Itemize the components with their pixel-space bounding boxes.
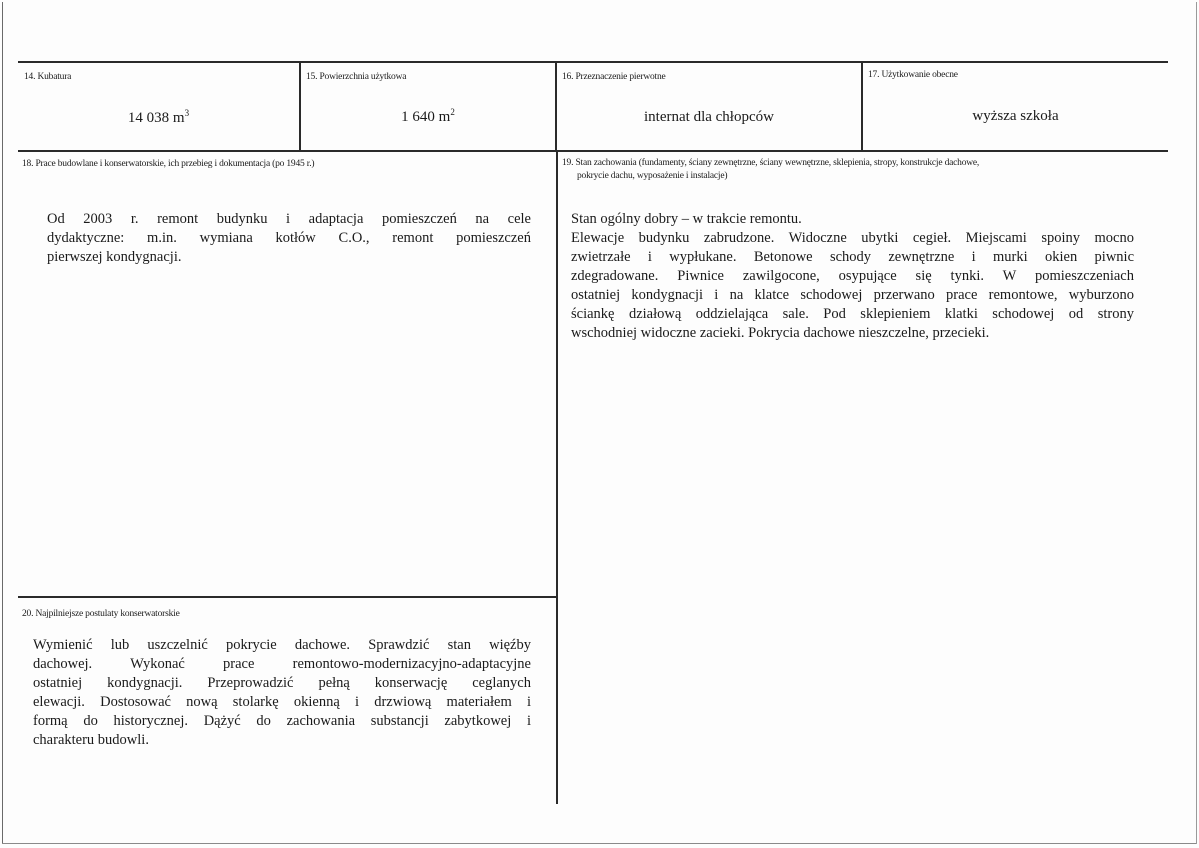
powierzchnia-unit-sup: 2 bbox=[450, 107, 455, 117]
section18-line: pierwszej kondygnacji. bbox=[47, 249, 182, 265]
section20-line: charakteru budowli. bbox=[33, 732, 149, 748]
section19-label-line1: 19. Stan zachowania (fundamenty, ściany zewnętrzne, ściany wewnętrzne, sklepienia, stropy, konstrukcje dachowe, bbox=[562, 158, 980, 168]
field-value-powierzchnia bbox=[301, 108, 555, 126]
section19-line: wschodniej widoczne zacieki. Pokrycia dachowe nieszczelne, przecieki. bbox=[571, 325, 990, 341]
page-edge-left bbox=[2, 2, 3, 844]
section20-line: elewacji. Dostosować nową stolarkę okienną i drzwiową materiałem i bbox=[33, 694, 531, 710]
field-label-powierzchnia: 15. Powierzchnia użytkowa bbox=[306, 72, 407, 82]
section19-label-line2: pokrycie dachu, wyposażenie i instalacje) bbox=[577, 171, 728, 181]
field-label-przeznaczenie: 16. Przeznaczenie pierwotne bbox=[562, 72, 666, 82]
section19-line: ściankę działową oddzielająca sale. Pod sklepieniem klatki schodowej od strony bbox=[571, 306, 1134, 322]
field-label-uzytkowanie: 17. Użytkowanie obecne bbox=[868, 70, 958, 80]
field-value-kubatura bbox=[18, 109, 299, 127]
section19-line: zdegradowane. Piwnice zawilgocone, osypujące się tynki. W pomieszczeniach bbox=[571, 268, 1134, 284]
kubatura-value: 14 038 m bbox=[127, 110, 185, 126]
field-label-kubatura: 14. Kubatura bbox=[24, 72, 72, 82]
rule-section20-top bbox=[18, 596, 558, 598]
section20-line: formą do historycznej. Dążyć do zachowania substancji zabytkowej i bbox=[33, 713, 531, 729]
section18-label: 18. Prace budowlane i konserwatorskie, ich przebieg i dokumentacja (po 1945 r.) bbox=[22, 159, 315, 169]
section19-line: ostatniej kondygnacji i na klatce schodowej przerwano prace remontowe, wyburzono bbox=[571, 287, 1134, 303]
field-value-przeznaczenie: internat dla chłopców bbox=[644, 109, 774, 125]
section20-line: Wymienić lub uszczelnić pokrycie dachowe. Sprawdzić stan więźby bbox=[33, 637, 531, 653]
section19-line: Elewacje budynku zabrudzone. Widoczne ubytki cegieł. Miejscami spoiny mocno bbox=[571, 230, 1134, 246]
section19-line: zwietrzałe i wypłukane. Betonowe schody zewnętrzne i murki okien piwnic bbox=[571, 249, 1134, 265]
section20-label: 20. Najpilniejsze postulaty konserwatorskie bbox=[22, 609, 180, 619]
divider-col-1 bbox=[299, 61, 301, 152]
field-value-uzytkowanie: wyższa szkoła bbox=[972, 108, 1059, 124]
page-edge-right bbox=[1196, 2, 1197, 844]
section18-text bbox=[47, 210, 531, 267]
kubatura-unit-sup: 3 bbox=[184, 108, 190, 118]
divider-main bbox=[556, 150, 558, 804]
powierzchnia-value: 1 640 m bbox=[401, 109, 451, 125]
section18-line: Od 2003 r. remont budynku i adaptacja pomieszczeń na cele bbox=[47, 211, 531, 227]
rule-header-bottom bbox=[18, 150, 1168, 152]
section19-line: Stan ogólny dobry – w trakcie remontu. bbox=[571, 211, 802, 227]
divider-col-2 bbox=[555, 61, 557, 152]
rule-top bbox=[18, 61, 1168, 63]
page-edge-bottom bbox=[2, 843, 1197, 844]
section19-text bbox=[571, 210, 1134, 343]
section20-text bbox=[33, 636, 531, 750]
section20-line: ostatniej kondygnacji. Przeprowadzić pełną konserwację ceglanych bbox=[33, 675, 531, 691]
section20-line: dachowej. Wykonać prace remontowo-modernizacyjno-adaptacyjne bbox=[33, 656, 531, 672]
section18-line: dydaktyczne: m.in. wymiana kotłów C.O., remont pomieszczeń bbox=[47, 230, 531, 246]
